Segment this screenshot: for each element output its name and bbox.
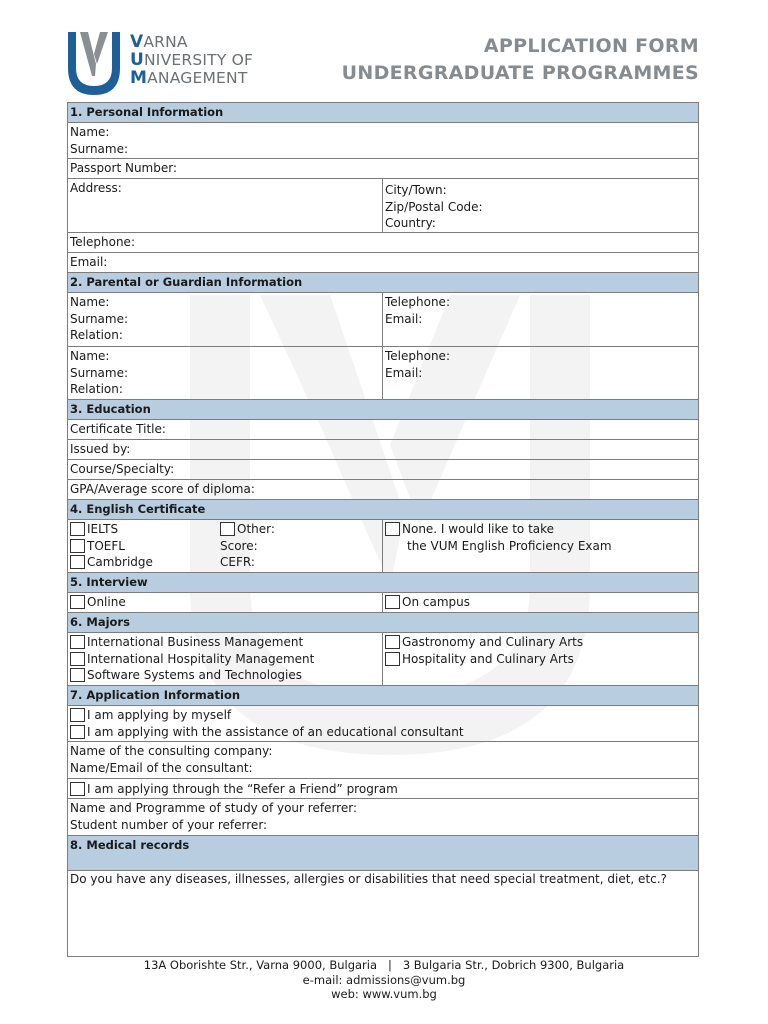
section-application-heading: 7. Application Information	[68, 686, 698, 706]
section-education-heading: 3. Education	[68, 400, 698, 420]
cefr-label: CEFR:	[220, 555, 255, 569]
campus-checkbox[interactable]	[385, 595, 400, 609]
section-majors-heading: 6. Majors	[68, 613, 698, 633]
footer-web: web: www.vum.bg	[331, 987, 437, 1001]
interview-campus-option[interactable]: On campus	[385, 594, 696, 611]
form-title-line2: UNDERGRADUATE PROGRAMMES	[341, 62, 699, 84]
major-hca-option[interactable]: Hospitality and Culinary Arts	[385, 651, 696, 668]
guardian-1-relation-label: Relation:	[70, 328, 123, 342]
section-medical-heading: 8. Medical records	[68, 836, 698, 871]
university-name: VARNA UNIVERSITY OF MANAGEMENT	[130, 32, 254, 88]
toefl-option[interactable]: TOEFL	[70, 538, 220, 555]
cambridge-option[interactable]: Cambridge	[70, 554, 220, 571]
sst-checkbox[interactable]	[70, 668, 85, 682]
passport-label: Passport Number:	[70, 161, 178, 175]
apply-consultant-checkbox[interactable]	[70, 725, 85, 739]
score-label: Score:	[220, 538, 258, 553]
guardian-2-name-label: Name:	[70, 349, 110, 363]
interview-online-option[interactable]: Online	[70, 594, 380, 611]
email-label: Email:	[70, 255, 108, 269]
footer	[0, 958, 768, 1002]
medical-row[interactable]	[68, 871, 698, 956]
refer-friend-checkbox[interactable]	[70, 782, 85, 796]
referrer-details-row[interactable]	[68, 799, 698, 836]
apply-consultant-option[interactable]: I am applying with the assistance of an educational consultant	[70, 724, 696, 741]
zip-label: Zip/Postal Code:	[385, 199, 483, 214]
footer-email: e-mail: admissions@vum.bg	[302, 972, 466, 987]
apply-mode-row	[68, 706, 698, 742]
country-label: Country:	[385, 216, 436, 230]
consulting-company-label: Name of the consulting company:	[70, 744, 273, 758]
section-interview-heading: 5. Interview	[68, 573, 698, 593]
telephone-row[interactable]	[68, 233, 698, 253]
apply-myself-option[interactable]: I am applying by myself	[70, 707, 696, 724]
ielts-checkbox[interactable]	[70, 522, 85, 536]
interview-row	[68, 593, 698, 613]
form-title	[342, 33, 699, 87]
issued-row[interactable]	[68, 440, 698, 460]
issued-label: Issued by:	[70, 442, 131, 456]
hca-checkbox[interactable]	[385, 652, 400, 666]
refer-friend-option[interactable]: I am applying through the “Refer a Friend” program	[70, 781, 696, 798]
telephone-label: Telephone:	[70, 235, 135, 249]
guardian-2-row[interactable]	[68, 347, 698, 400]
city-label: City/Town:	[385, 183, 447, 197]
major-sst-option[interactable]: Software Systems and Technologies	[70, 667, 380, 684]
form-title-line1: APPLICATION FORM	[483, 35, 699, 57]
personal-surname-label: Surname:	[70, 141, 129, 156]
guardian-1-name-label: Name:	[70, 295, 110, 309]
guardian-2-telephone-label: Telephone:	[385, 349, 450, 363]
major-ihm-option[interactable]: International Hospitality Management	[70, 651, 380, 668]
guardian-2-surname-label: Surname:	[70, 365, 129, 380]
header	[0, 0, 768, 102]
online-checkbox[interactable]	[70, 595, 85, 609]
guardian-2-relation-label: Relation:	[70, 382, 123, 396]
certificate-label: Certificate Title:	[70, 422, 166, 436]
no-certificate-line2: the VUM English Proficiency Exam	[407, 538, 612, 553]
no-certificate-checkbox[interactable]	[385, 522, 400, 536]
gpa-label: GPA/Average score of diploma:	[70, 482, 255, 496]
course-row[interactable]	[68, 460, 698, 480]
toefl-checkbox[interactable]	[70, 539, 85, 553]
refer-row	[68, 779, 698, 799]
section-english-heading: 4. English Certificate	[68, 500, 698, 520]
guardian-1-email-label: Email:	[385, 311, 423, 326]
referrer-number-label: Student number of your referrer:	[70, 817, 268, 832]
ibm-checkbox[interactable]	[70, 635, 85, 649]
certificate-row[interactable]	[68, 420, 698, 440]
personal-name-label: Name:	[70, 125, 110, 139]
gastronomy-checkbox[interactable]	[385, 635, 400, 649]
ielts-option[interactable]: IELTS	[70, 521, 220, 538]
major-gastronomy-option[interactable]: Gastronomy and Culinary Arts	[385, 634, 696, 651]
passport-row[interactable]	[68, 159, 698, 179]
guardian-1-surname-label: Surname:	[70, 311, 129, 326]
section-personal-heading: 1. Personal Information	[68, 103, 698, 123]
guardian-1-telephone-label: Telephone:	[385, 295, 450, 309]
section-parental-heading: 2. Parental or Guardian Information	[68, 273, 698, 293]
consultant-details-row[interactable]	[68, 742, 698, 779]
no-certificate-option[interactable]: None. I would like to take	[385, 521, 696, 538]
other-checkbox[interactable]	[220, 522, 235, 536]
consultant-contact-label: Name/Email of the consultant:	[70, 760, 253, 775]
application-form	[67, 102, 699, 957]
majors-row	[68, 633, 698, 686]
major-ibm-option[interactable]: International Business Management	[70, 634, 380, 651]
cambridge-checkbox[interactable]	[70, 555, 85, 569]
other-option[interactable]: Other:	[220, 521, 275, 538]
footer-address: 13A Oborishte Str., Varna 9000, Bulgaria | 3 Bulgaria Str., Dobrich 9300, Bulgaria	[143, 958, 625, 972]
medical-question: Do you have any diseases, illnesses, allergies or disabilities that need special treatment, diet, etc.?	[70, 872, 667, 886]
gpa-row[interactable]	[68, 480, 698, 500]
guardian-1-row[interactable]	[68, 293, 698, 347]
guardian-2-email-label: Email:	[385, 365, 423, 380]
apply-myself-checkbox[interactable]	[70, 708, 85, 722]
personal-name-row[interactable]	[68, 123, 698, 159]
address-label: Address:	[68, 179, 383, 232]
course-label: Course/Specialty:	[70, 462, 175, 476]
email-row[interactable]	[68, 253, 698, 273]
university-logo-icon	[64, 28, 124, 98]
english-row	[68, 520, 698, 573]
ihm-checkbox[interactable]	[70, 652, 85, 666]
referrer-name-label: Name and Programme of study of your referrer:	[70, 801, 357, 815]
address-row[interactable]	[68, 179, 698, 233]
